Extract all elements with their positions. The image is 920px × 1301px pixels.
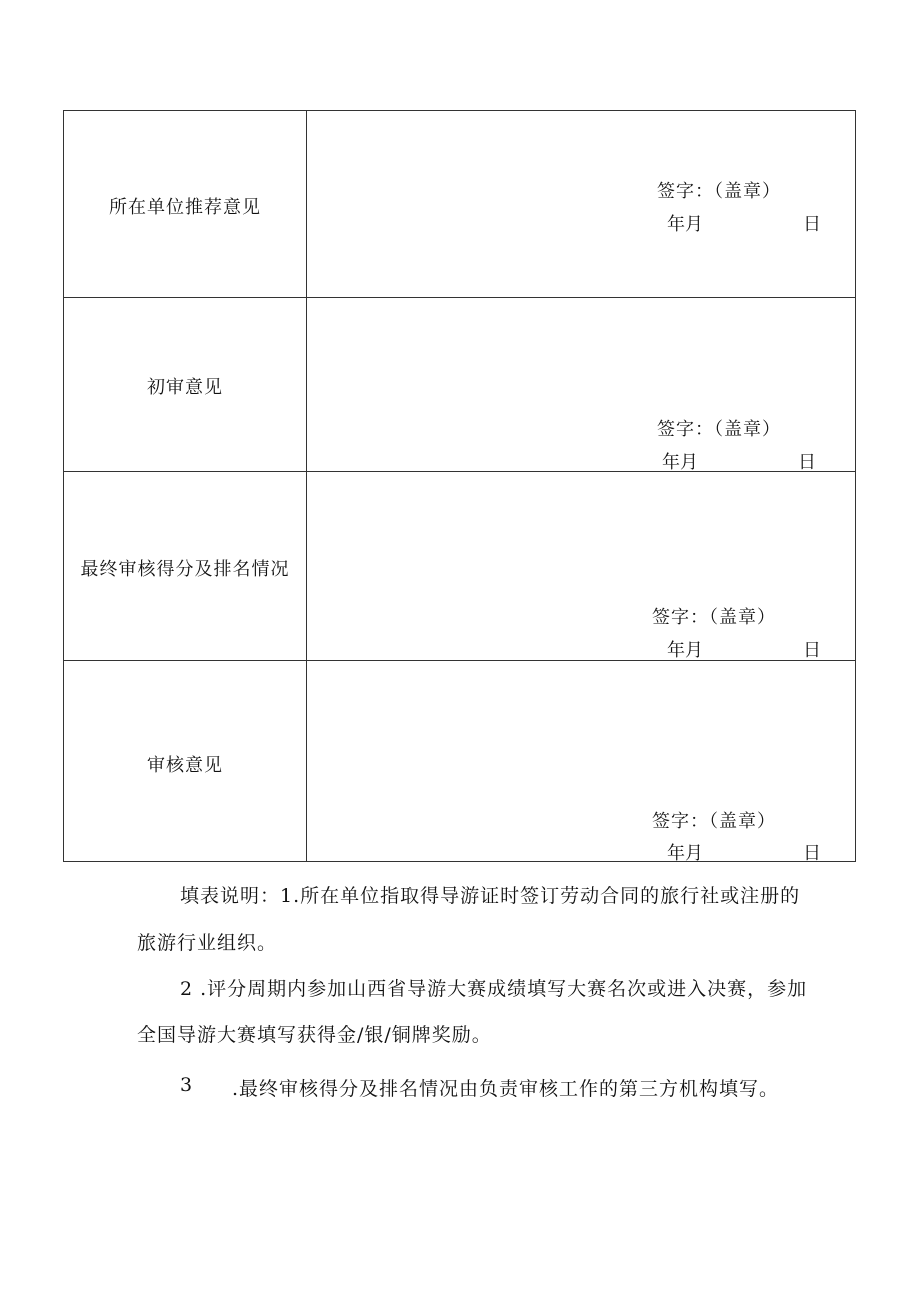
year-month-label: 年月 <box>662 452 698 473</box>
note-line-4: 全国导游大赛填写获得金/银/铜牌奖励。 <box>137 1024 492 1046</box>
day-label: 日 <box>803 214 821 235</box>
signature-field: 签字：（盖章） <box>652 811 776 832</box>
note-line-5-number: 3 <box>180 1074 194 1096</box>
review-table <box>63 110 856 862</box>
note-line-2: 旅游行业组织。 <box>137 932 278 954</box>
year-month-label: 年月 <box>667 843 703 864</box>
signature-field: 签字：（盖章） <box>652 607 776 628</box>
note-line-3: 2 .评分周期内参加山西省导游大赛成绩填写大赛名次或进入决赛，参加 <box>180 978 808 1000</box>
year-month-label: 年月 <box>667 640 703 661</box>
row-label-final-score-ranking: 最终审核得分及排名情况 <box>80 559 290 580</box>
row-label-review-opinion: 审核意见 <box>147 755 223 776</box>
date-field <box>667 839 821 865</box>
day-label: 日 <box>803 640 821 661</box>
day-label: 日 <box>803 843 821 864</box>
note-line-5: .最终审核得分及排名情况由负责审核工作的第三方机构填写。 <box>232 1078 780 1100</box>
date-field <box>667 636 821 662</box>
date-field <box>667 210 821 236</box>
note-line-1: 填表说明：1.所在单位指取得导游证时签订劳动合同的旅行社或注册的 <box>180 885 801 907</box>
row-divider <box>64 297 855 298</box>
row-label-initial-review: 初审意见 <box>147 377 223 398</box>
row-label-unit-recommendation: 所在单位推荐意见 <box>109 197 261 218</box>
year-month-label: 年月 <box>667 214 703 235</box>
column-divider <box>306 111 307 861</box>
date-field <box>662 448 816 474</box>
signature-field: 签字：（盖章） <box>657 419 781 440</box>
signature-field: 签字：（盖章） <box>657 181 781 202</box>
day-label: 日 <box>798 452 816 473</box>
